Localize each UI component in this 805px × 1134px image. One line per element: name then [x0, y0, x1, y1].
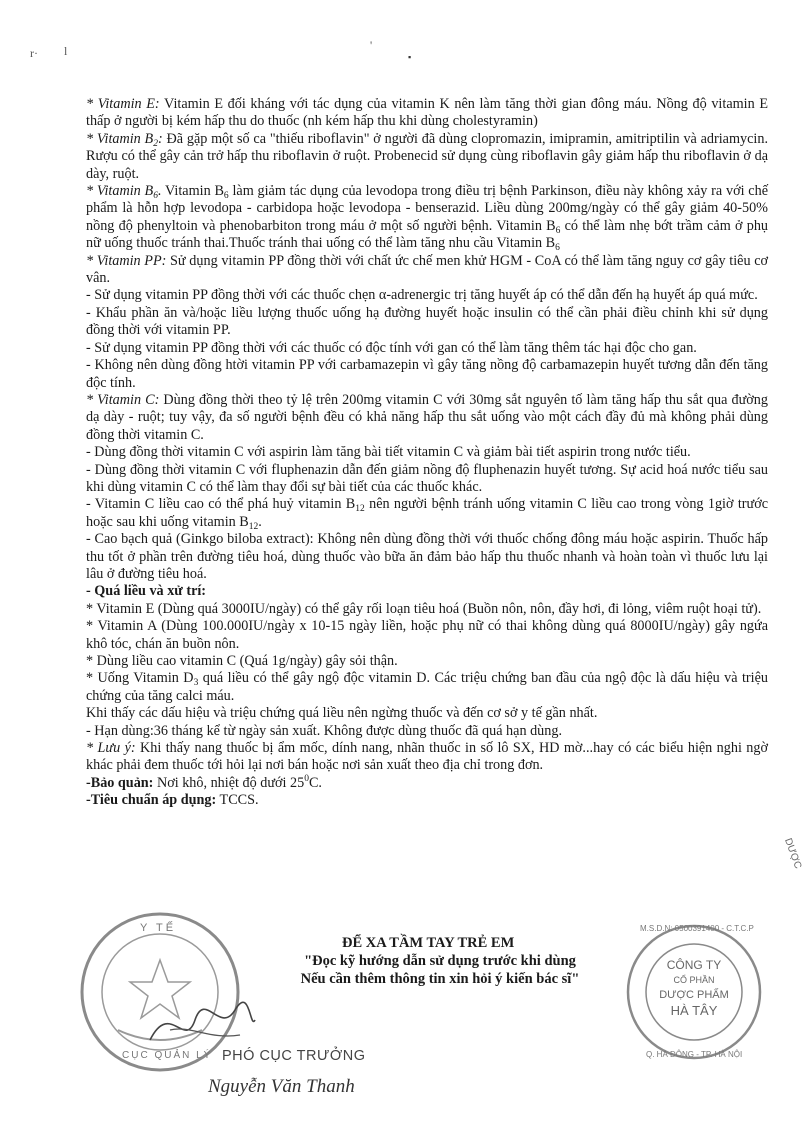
page-corner-marks — [30, 38, 430, 68]
c-item: - Dùng đồng thời vitamin C với aspirin làm tăng bài tiết vitamin C và giảm bài tiết aspirin trong nước tiểu. — [86, 444, 691, 461]
interaction-vitamin-pp — [86, 253, 768, 288]
overdose-item: * Vitamin E (Dùng quá 3000IU/ngày) có thể gây rối loạn tiêu hoá (Buồn nôn, nôn, đầy hơi, đi lỏng, viêm ruột hoại tử). — [86, 600, 762, 617]
official-title: PHÓ CỤC TRƯỞNG — [222, 1048, 366, 1064]
corner-mark: ▪ — [408, 52, 412, 62]
corner-mark: l — [64, 44, 68, 58]
interaction-vitamin-c — [86, 392, 768, 444]
pp-item: - Sử dụng vitamin PP đồng thời với các thuốc chẹn α-adrenergic trị tăng huyết áp có thể dẫn đến hạ huyết áp quá mức. — [86, 287, 758, 304]
storage: -Bảo quản: Nơi khô, nhiệt độ dưới $25^0C$. — [86, 773, 322, 791]
official-name: Nguyễn Văn Thanh — [208, 1076, 355, 1097]
stamp-line: DƯỢC PHẨM — [659, 989, 729, 1001]
interaction-vitamin-e — [86, 96, 768, 131]
interaction-vitamin-b2 — [86, 131, 768, 183]
vitamin-c-label: * Vitamin C: — [86, 391, 160, 408]
overdose-note: Khi thấy các dấu hiệu và triệu chứng quá liều nên ngừng thuốc và đến cơ sở y tế gần nhất. — [86, 705, 598, 722]
pp-item: - Không nên dùng đồng htời vitamin PP với carbamazepin vì gây tăng nồng độ carbamazepin huyết tương dẫn đến tăng độc tính. — [86, 357, 768, 391]
vitamin-e-text: Vitamin E đối kháng với tác dụng của vitamin K nên làm tăng thời gian đông máu. Nồng độ vitamin E thấp ở người bị kém hấp thu do thuốc (nh kém hấp thu khi dùng cholestyramin) — [86, 96, 769, 130]
vitamin-c-text: Dùng đồng thời theo tỷ lệ trên 200mg vitamin C với 30mg sắt nguyên tố làm tăng hấp thu sắt qua đường dạ dày - ruột; tuy vậy, đa số người bệnh đều có khả năng hấp thu sắt uống vào một cách đầy đủ mà không phải dùng đồng thời vitamin C. — [86, 391, 768, 443]
overdose-heading: - Quá liều và xử trí: — [86, 583, 207, 600]
overdose-item: * Dùng liều cao vitamin C (Quá 1g/ngày) gây sỏi thận. — [86, 653, 398, 669]
c-item-b12: - Vitamin C liều cao có thể phá huỷ vitamin $B_{12}$ nên người bệnh tránh uống vitamin C liều cao trong vòng 1giờ trước hoặc sau khi uống vitamin $B_{12}$. — [86, 496, 768, 532]
side-stamp-fragment: DƯỢC — [782, 836, 804, 871]
warning-children: ĐỂ XA TẦM TAY TRẺ EM — [342, 935, 515, 951]
corner-mark: r· — [30, 46, 38, 60]
document-body — [86, 96, 768, 810]
pp-item: - Sử dụng vitamin PP đồng thời với các thuốc có độc tính với gan có thể làm tăng thêm tác hại độc cho gan. — [86, 339, 697, 356]
standard-label: -Tiêu chuẩn áp dụng: — [86, 792, 217, 809]
corner-mark: ' — [370, 38, 373, 52]
seal-top-text: Y TẾ — [140, 922, 177, 934]
vitamin-b2-label: * Vitamin $B_2$: — [86, 130, 163, 149]
storage-label: -Bảo quản: — [86, 774, 154, 791]
company-stamp-ring-bottom: Q. HÀ ĐÔNG - TP. HÀ NỘI — [646, 1050, 743, 1059]
vitamin-pp-text: Sử dụng vitamin PP đồng thời với chất ức chế men khử HGM - CoA có thể làm tăng nguy cơ gây tiêu cơ vân. — [86, 252, 769, 287]
warning-read-instructions: "Đọc kỹ hướng dẫn sử dụng trước khi dùng — [304, 953, 576, 969]
expiry: - Hạn dùng:36 tháng kể từ ngày sản xuất. Không được dùng thuốc đã quá hạn dùng. — [86, 722, 563, 739]
c-item: - Dùng đồng thời vitamin C với fluphenazin dẫn đến giảm nồng độ fluphenazin huyết tương. Sự acid hoá nước tiểu sau khi dùng vitamin C có thể làm thay đổi sự bài tiết của các thuốc khác. — [86, 461, 768, 495]
stamp-line: HÀ TÂY — [670, 1003, 718, 1018]
vitamin-pp-label: * Vitamin PP: — [86, 252, 167, 269]
interaction-vitamin-b6 — [86, 183, 768, 253]
caution: * Lưu ý: Khi thấy nang thuốc bị ẩm mốc, dính nang, nhãn thuốc in số lô SX, HD mờ...hay có các biểu hiện nghi ngờ khác phải đem thuốc tới hỏi lại nơi bán hoặc nơi sản xuất theo địa chỉ trong đơn. — [86, 740, 768, 774]
overdose-item: * Vitamin A (Dùng 100.000IU/ngày x 10-15 ngày liền, hoặc phụ nữ có thai không dùng quá 8000IU/ngày) gây ngứa khô tóc, chán ăn buồn nôn. — [86, 618, 768, 652]
vitamin-b6-text: Vitamin $B_6$ làm giảm tác dụng của levodopa trong điều trị bệnh Parkinson, điều này không xảy ra với chế phẩm là hỗn hợp levodopa - carbidopa hoặc levodopa - benserazid. Liều dùng 200mg/ngày có thể gây giảm 40-50% nồng độ phenyltoin và phenobarbiton trong máu ở một số người bệnh. Vitamin $B_6$ có thể làm nhẹ bớt trầm cảm ở phụ nữ uống thuốc tránh thai.Thuốc tránh thai uống có thể làm tăng nhu cầu Vitamin $B_6$ — [86, 183, 769, 254]
ginkgo-item: - Cao bạch quả (Ginkgo biloba extract): Không nên dùng đồng thời với thuốc chống đông máu hoặc aspirin. Thuốc hấp thu tốt ở phần trên đường tiêu hoá, dùng thuốc vào bữa ăn đảm bảo hấp thu thuốc nhanh và hoàn toàn vì thuốc lưu lại lâu ở đường tiêu hoá. — [86, 531, 768, 582]
vitamin-b6-label: * Vitamin $B_6$. — [86, 183, 162, 202]
overdose-item-d3: * Uống Vitamin $D_3$ quá liều có thể gây ngộ độc vitamin D. Các triệu chứng ban đầu của ngộ độc là dấu hiệu và triệu chứng của tăng calci máu. — [86, 670, 768, 704]
caution-label: * Lưu ý: — [86, 740, 136, 757]
vitamin-e-label: * Vitamin E: — [86, 96, 160, 112]
seal-bottom-text: CỤC QUẢN LÝ — [122, 1050, 213, 1061]
warning-block — [250, 934, 630, 988]
standard: -Tiêu chuẩn áp dụng: TCCS. — [86, 792, 259, 809]
company-stamp-text — [644, 958, 744, 1018]
warning-ask-doctor: Nếu cần thêm thông tin xin hỏi ý kiến bác sĩ" — [300, 971, 580, 987]
stamp-line: CỔ PHẦN — [673, 975, 715, 985]
pp-item: - Khẩu phần ăn và/hoặc liều lượng thuốc uống hạ đường huyết hoặc insulin có thể cần phải điều chỉnh khi sử dụng đồng thời với vitamin PP. — [86, 304, 768, 339]
company-stamp-ring-top: M.S.D.N: 0500391400 - C.T.C.P — [640, 924, 754, 933]
vitamin-b2-text: Đã gặp một số ca "thiếu riboflavin" ở người đã dùng clopromazin, imipramin, amitriptilin và adriamycin. Rượu có thể gây cản trở hấp thu riboflavin ở ruột. Probenecid sử dụng cùng riboflavin gây giảm hấp thu riboflavin ở dạ dày, ruột. — [86, 130, 768, 182]
stamp-line: CÔNG TY — [666, 958, 722, 972]
